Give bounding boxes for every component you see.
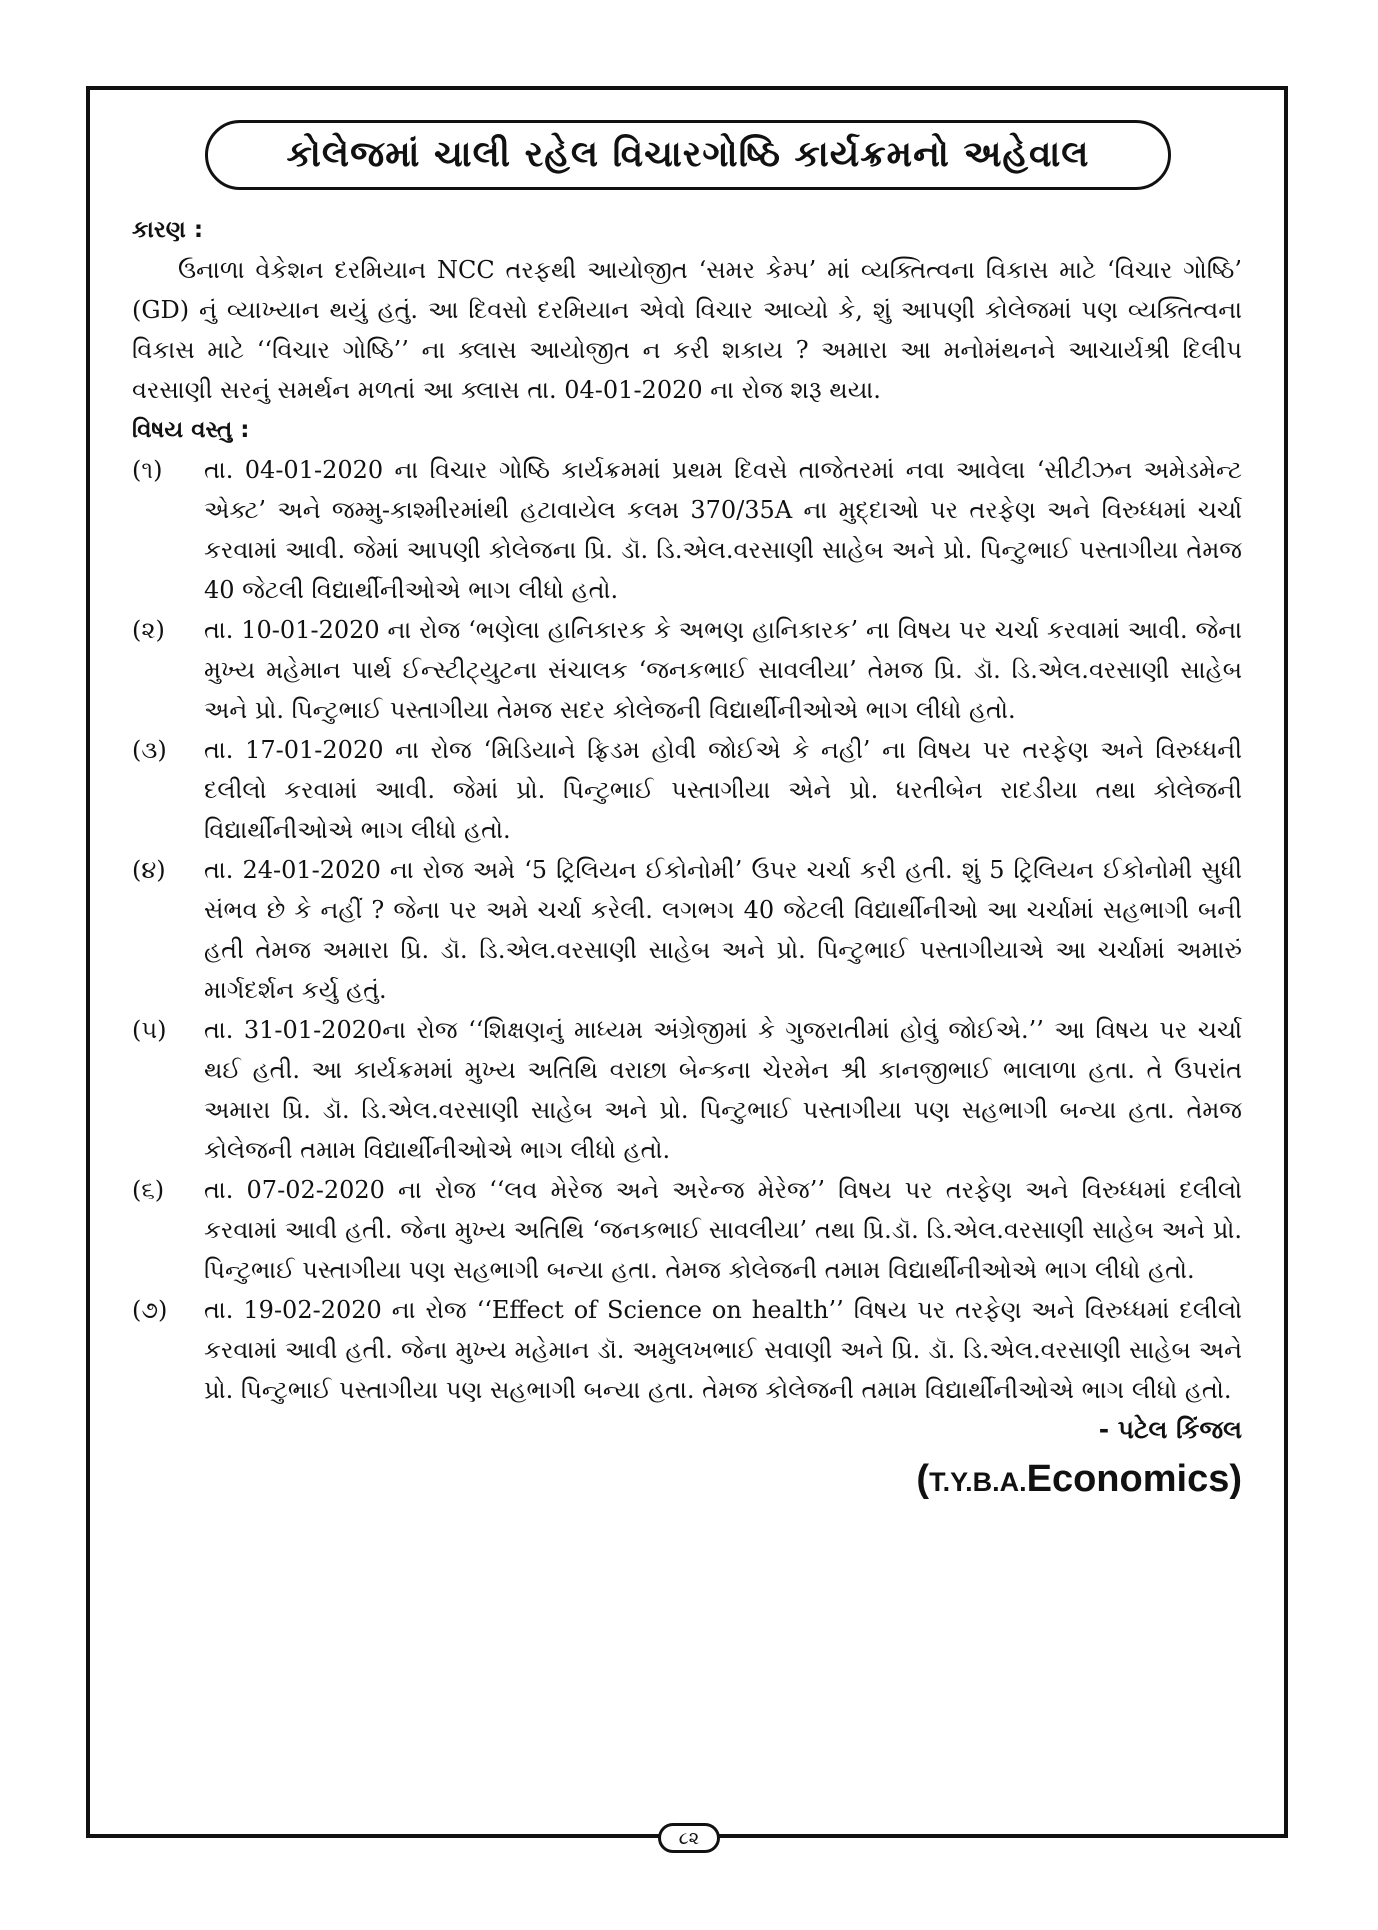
class-tag xyxy=(132,1454,1242,1507)
list-item-number: (૬) xyxy=(132,1176,165,1204)
report-body xyxy=(132,210,1242,1507)
class-tag-subject: Economics xyxy=(1026,1458,1230,1500)
list-item xyxy=(132,610,1242,730)
list-item-text: તા. 19-02-2020 ના રોજ ‘‘Effect of Science on health’’ વિષય પર તરફેણ અને વિરુધ્ધમાં દલીલો કરવામાં આવી હતી. જેના મુખ્ય મહેમાન ડૉ. અમુલખભાઈ સવાણી અને પ્રિ. ડૉ. ડિ.એલ.વરસાણી સાહેબ અને પ્રો. પિન્ટુભાઈ પસ્તાગીયા પણ સહભાગી બન્યા હતા. તેમજ કોલેજની તમામ વિદ્યાર્થીનીઓએ ભાગ લીધો હતો. xyxy=(204,1296,1242,1404)
list-item-number: (૨) xyxy=(132,616,165,644)
list-item-number: (૪) xyxy=(132,856,166,884)
subject-heading: વિષય વસ્તુ : xyxy=(132,417,250,443)
reason-heading: કારણ : xyxy=(132,217,204,243)
list-item-number: (૩) xyxy=(132,736,167,764)
class-tag-open: ( xyxy=(916,1458,930,1500)
class-tag-prefix: T.Y.B.A. xyxy=(929,1467,1027,1497)
class-tag-close: ) xyxy=(1229,1458,1242,1500)
author-name: - પટેલ કિંજલ xyxy=(1098,1415,1242,1444)
list-item xyxy=(132,450,1242,610)
list-item-number: (૫) xyxy=(132,1016,167,1044)
page-number: ૮૨ xyxy=(658,1823,720,1853)
list-item xyxy=(132,1170,1242,1290)
list-item-text: તા. 31-01-2020ના રોજ ‘‘શિક્ષણનું માધ્યમ અંગ્રેજીમાં કે ગુજરાતીમાં હોવું જોઈએ.’’ આ વિષય પર ચર્ચા થઈ હતી. આ કાર્યક્રમમાં મુખ્ય અતિથિ વરાછા બેન્કના ચેરમેન શ્રી કાનજીભાઈ ભાલાળા હતા. તે ઉપરાંત અમારા પ્રિ. ડૉ. ડિ.એલ.વરસાણી સાહેબ અને પ્રો. પિન્ટુભાઈ પસ્તાગીયા પણ સહભાગી બન્યા હતા. તેમજ કોલેજની તમામ વિદ્યાર્થીનીઓએ ભાગ લીધો હતો. xyxy=(204,1016,1242,1164)
list-item xyxy=(132,1010,1242,1170)
list-item-text: તા. 17-01-2020 ના રોજ ‘મિડિયાને ફ્રિડમ હોવી જોઈએ કે નહી’ ના વિષય પર તરફેણ અને વિરુધ્ધની દલીલો કરવામાં આવી. જેમાં પ્રો. પિન્ટુભાઈ પસ્તાગીયા એને પ્રો. ધરતીબેન રાદડીયા તથા કોલેજની વિદ્યાર્થીનીઓએ ભાગ લીધો હતો. xyxy=(204,736,1242,844)
list-item-number: (૧) xyxy=(132,456,163,484)
list-item-text: તા. 04-01-2020 ના વિચાર ગોષ્ઠિ કાર્યક્રમમાં પ્રથમ દિવસે તાજેતરમાં નવા આવેલા ‘સીટીઝન અમેડમેન્ટ એક્ટ’ અને જમ્મુ-કાશ્મીરમાંથી હટાવાયેલ કલમ 370/35A ના મુદ્દાઓ પર તરફેણ અને વિરુધ્ધમાં ચર્ચા કરવામાં આવી. જેમાં આપણી કોલેજના પ્રિ. ડૉ. ડિ.એલ.વરસાણી સાહેબ અને પ્રો. પિન્ટુભાઈ પસ્તાગીયા તેમજ 40 જેટલી વિદ્યાર્થીનીઓએ ભાગ લીધો હતો. xyxy=(204,456,1242,604)
report-title: કોલેજમાં ચાલી રહેલ વિચારગોષ્ઠિ કાર્યક્રમનો અહેવાલ xyxy=(205,120,1171,190)
list-item-text: તા. 07-02-2020 ના રોજ ‘‘લવ મેરેજ અને અરેન્જ મેરેજ’’ વિષય પર તરફેણ અને વિરુધ્ધમાં દલીલો કરવામાં આવી હતી. જેના મુખ્ય અતિથિ ‘જનકભાઈ સાવલીયા’ તથા પ્રિ.ડૉ. ડિ.એલ.વરસાણી સાહેબ અને પ્રો. પિન્ટુભાઈ પસ્તાગીયા પણ સહભાગી બન્યા હતા. તેમજ કોલેજની તમામ વિદ્યાર્થીનીઓએ ભાગ લીધો હતો. xyxy=(204,1176,1242,1284)
list-item xyxy=(132,1290,1242,1410)
list-item xyxy=(132,730,1242,850)
list-item-text: તા. 10-01-2020 ના રોજ ‘ભણેલા હાનિકારક કે અભણ હાનિકારક’ ના વિષય પર ચર્ચા કરવામાં આવી. જેના મુખ્ય મહેમાન પાર્થ ઈન્સ્ટીટ્યુટના સંચાલક ‘જનકભાઈ સાવલીયા’ તેમજ પ્રિ. ડૉ. ડિ.એલ.વરસાણી સાહેબ અને પ્રો. પિન્ટુભાઈ પસ્તાગીયા તેમજ સદર કોલેજની વિદ્યાર્થીનીઓએ ભાગ લીધો હતો. xyxy=(204,616,1242,724)
reason-paragraph: ઉનાળા વેકેશન દરમિયાન NCC તરફથી આયોજીત ‘સમર કેમ્પ’ માં વ્યક્તિત્વના વિકાસ માટે ‘વિચાર ગોષ્ઠિ’ (GD) નું વ્યાખ્યાન થયું હતું. આ દિવસો દરમિયાન એવો વિચાર આવ્યો કે, શું આપણી કોલેજમાં પણ વ્યક્તિત્વના વિકાસ માટે ‘‘વિચાર ગોષ્ઠિ’’ ના ક્લાસ આયોજીત ન કરી શકાય ? અમારા આ મનોમંથનને આચાર્યશ્રી દિલીપ વરસાણી સરનું સમર્થન મળતાં આ ક્લાસ તા. 04-01-2020 ના રોજ શરૂ થયા. xyxy=(132,256,1242,404)
list-item-number: (૭) xyxy=(132,1296,168,1324)
list-item xyxy=(132,850,1242,1010)
list-item-text: તા. 24-01-2020 ના રોજ અમે ‘5 ટ્રિલિયન ઈકોનોમી’ ઉપર ચર્ચા કરી હતી. શું 5 ટ્રિલિયન ઈકોનોમી સુધી સંભવ છે કે નહીં ? જેના પર અમે ચર્ચા કરેલી. લગભગ 40 જેટલી વિદ્યાર્થીનીઓ આ ચર્ચામાં સહભાગી બની હતી તેમજ અમારા પ્રિ. ડૉ. ડિ.એલ.વરસાણી સાહેબ અને પ્રો. પિન્ટુભાઈ પસ્તાગીયાએ આ ચર્ચામાં અમારું માર્ગદર્શન કર્યુ હતું. xyxy=(204,856,1242,1004)
